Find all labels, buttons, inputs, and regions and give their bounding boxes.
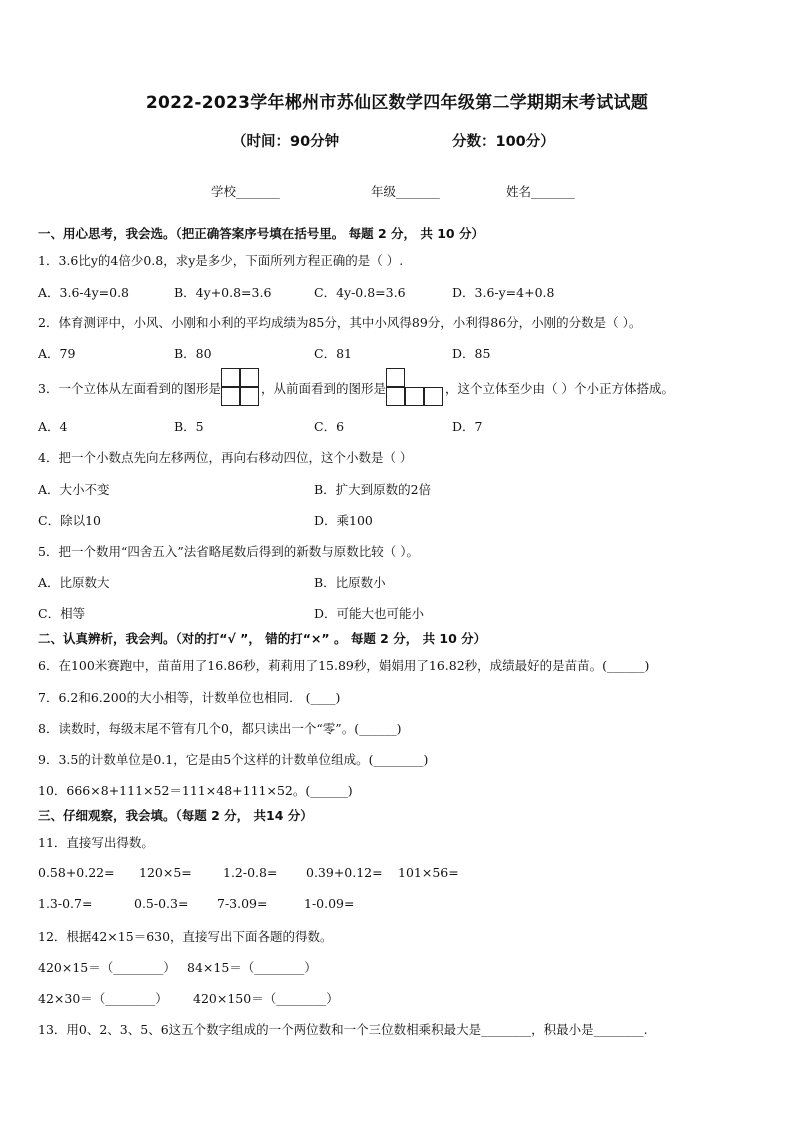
question-7[interactable]: 7．6.2和6.200的大小相等，计数单位也相同． (____) <box>38 690 341 705</box>
time-label: （时间：90分钟 <box>232 134 340 150</box>
q3-text-part2: ，从前面看到的图形是 <box>260 381 386 396</box>
q1-option-b[interactable]: B．4y+0.8=3.6 <box>174 285 272 300</box>
grade-field[interactable]: 年级_______ <box>371 184 440 199</box>
q3-option-a[interactable]: A．4 <box>38 419 68 434</box>
q1-option-a[interactable]: A．3.6-4y=0.8 <box>38 285 129 300</box>
q3-text-part1: 3．一个立体从左面看到的图形是 <box>38 381 221 396</box>
q11-item[interactable]: 101×56= <box>398 865 459 880</box>
q5-option-a[interactable]: A．比原数大 <box>38 575 110 590</box>
question-4: 4．把一个小数点先向左移两位，再向右移动四位，这个小数是（ ） <box>38 450 413 465</box>
score-label: 分数：100分） <box>452 134 555 150</box>
question-12: 12．根据42×15＝630，直接写出下面各题的得数。 <box>38 929 333 944</box>
left-view-figure <box>221 368 261 408</box>
name-field[interactable]: 姓名_______ <box>506 184 575 199</box>
q2-option-c[interactable]: C．81 <box>314 346 352 361</box>
q11-item[interactable]: 1.3-0.7= <box>38 896 93 911</box>
question-3 <box>38 368 674 408</box>
question-11: 11．直接写出得数。 <box>38 835 154 850</box>
q1-option-d[interactable]: D．3.6-y=4+0.8 <box>452 285 555 300</box>
front-view-figure <box>386 368 445 408</box>
q11-item[interactable]: 1.2-0.8= <box>223 865 278 880</box>
question-5: 5．把一个数用“四舍五入”法省略尾数后得到的新数与原数比较（ ）。 <box>38 544 419 559</box>
q11-item[interactable]: 0.39+0.12= <box>306 865 383 880</box>
q3-option-d[interactable]: D．7 <box>452 419 483 434</box>
q3-option-c[interactable]: C．6 <box>314 419 345 434</box>
question-2: 2．体育测评中，小风、小刚和小利的平均成绩为85分，其中小风得89分，小利得86分，小刚的分数是（ ）。 <box>38 315 642 330</box>
q5-option-d[interactable]: D．可能大也可能小 <box>314 606 425 621</box>
q12-item[interactable]: 420×15＝（________） <box>38 960 176 975</box>
q4-option-b[interactable]: B．扩大到原数的2倍 <box>314 482 432 497</box>
question-6[interactable]: 6．在100米赛跑中，苗苗用了16.86秒，莉莉用了15.89秒，娟娟用了16.82秒，成绩最好的是苗苗。(______) <box>38 658 650 673</box>
q12-item[interactable]: 42×30＝（________） <box>38 991 168 1006</box>
q4-option-a[interactable]: A．大小不变 <box>38 482 110 497</box>
q2-option-d[interactable]: D．85 <box>452 346 491 361</box>
question-9[interactable]: 9．3.5的计数单位是0.1，它是由5个这样的计数单位组成。(________) <box>38 752 429 767</box>
q3-option-b[interactable]: B．5 <box>174 419 204 434</box>
q1-option-c[interactable]: C．4y-0.8=3.6 <box>314 285 406 300</box>
q2-option-b[interactable]: B．80 <box>174 346 212 361</box>
q12-item[interactable]: 84×15＝（________） <box>187 960 317 975</box>
q11-item[interactable]: 120×5= <box>139 865 192 880</box>
q2-option-a[interactable]: A．79 <box>38 346 76 361</box>
q5-option-b[interactable]: B．比原数小 <box>314 575 386 590</box>
q11-item[interactable]: 0.5-0.3= <box>134 896 189 911</box>
page-title: 2022-2023学年郴州市苏仙区数学四年级第二学期期末考试试题 <box>145 93 649 113</box>
section-3-heading: 三、仔细观察，我会填。（每题 2 分， 共14 分） <box>38 808 313 823</box>
q11-item[interactable]: 1-0.09= <box>304 896 355 911</box>
question-10[interactable]: 10．666×8+111×52＝111×48+111×52。(______) <box>38 783 353 798</box>
q12-item[interactable]: 420×150＝（________） <box>193 991 339 1006</box>
q3-text-part3: ，这个立体至少由（ ）个小正方体搭成。 <box>444 381 674 396</box>
q4-option-d[interactable]: D．乘100 <box>314 513 373 528</box>
section-1-heading: 一、用心思考，我会选。（把正确答案序号填在括号里。 每题 2 分， 共 10 分） <box>38 226 484 241</box>
question-1: 1．3.6比y的4倍少0.8，求y是多少，下面所列方程正确的是（ ）. <box>38 253 404 268</box>
section-2-heading: 二、认真辨析，我会判。（对的打“√ ”， 错的打“×” 。 每题 2 分， 共 10 分） <box>38 631 487 646</box>
question-13[interactable]: 13．用0、2、3、5、6这五个数字组成的一个两位数和一个三位数相乘积最大是________，积最小是________. <box>38 1022 648 1037</box>
q11-item[interactable]: 0.58+0.22= <box>38 865 115 880</box>
question-8[interactable]: 8．读数时，每级末尾不管有几个0，都只读出一个“零”。(______) <box>38 721 402 736</box>
q11-item[interactable]: 7-3.09= <box>217 896 268 911</box>
school-field[interactable]: 学校_______ <box>211 184 280 199</box>
q5-option-c[interactable]: C．相等 <box>38 606 86 621</box>
q4-option-c[interactable]: C．除以10 <box>38 513 101 528</box>
